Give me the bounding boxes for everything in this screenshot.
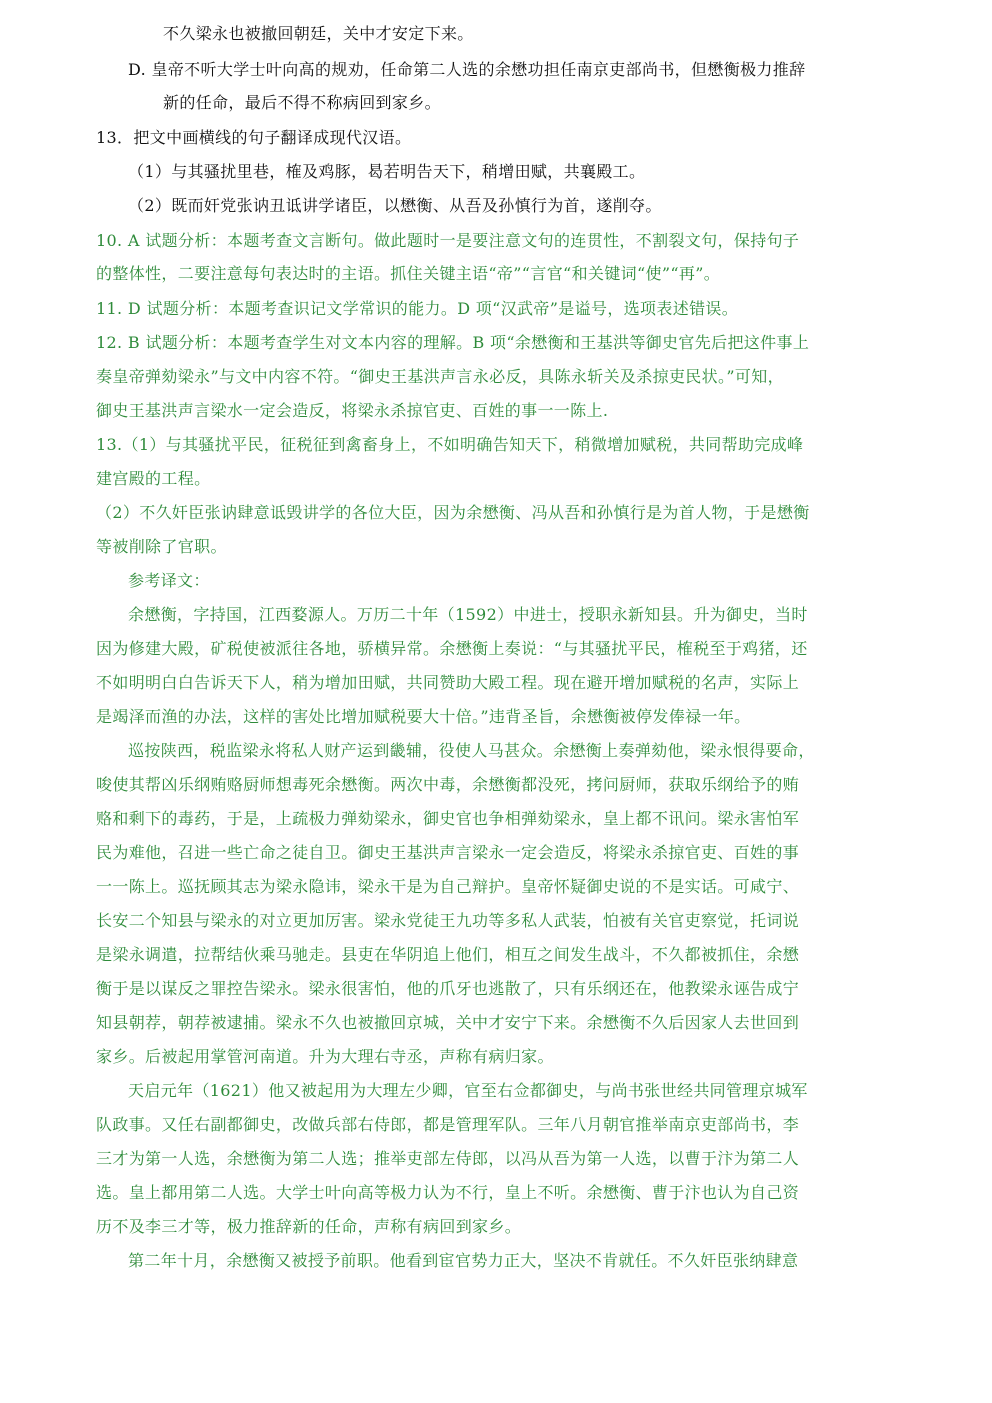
answer-13-1: 13.（1）与其骚扰平民，征税征到禽畜身上，不如明确告知天下，稍微增加赋税，共同帮助完成峰 [96,435,804,454]
answer-10: 10. A 试题分析：本题考查文言断句。做此题时一是要注意文句的连贯性，不割裂文句，保持句子 [96,231,800,250]
answer-13-2: （2）不久奸臣张讷肆意诋毁讲学的各位大臣，因为余懋衡、冯从吾和孙慎行是为首人物，于是懋衡 [96,503,810,522]
translation-line: 家乡。后被起用掌管河南道。升为大理右寺丞，声称有病归家。 [96,1047,554,1066]
translation-line: 长安二个知县与梁永的对立更加厉害。梁永党徒王九功等多私人武装，怕被有关官吏察觉，托词说 [96,911,800,930]
translation-line: 余懋衡，字持国，江西婺源人。万历二十年（1592）中进士，授职永新知县。升为御史，当时 [128,605,808,624]
translation-line: 因为修建大殿，矿税使被派往各地，骄横异常。余懋衡上奏说：“与其骚扰平民，榷税至于鸡猪，还 [96,639,808,658]
translation-line: 历不及李三才等，极力推辞新的任命，声称有病回到家乡。 [96,1217,522,1236]
question-13-prompt: 13．把文中画横线的句子翻译成现代汉语。 [96,128,412,147]
translation-line: 巡按陕西，税监梁永将私人财产运到畿辅，役使人马甚众。余懋衡上奏弹劾他，梁永恨得要命， [128,741,815,760]
translation-heading: 参考译文： [128,571,210,590]
question-option-d: D. 皇帝不听大学士叶向高的规劝，任命第二人选的余懋功担任南京吏部尚书，但懋衡极力推辞 [128,60,806,79]
translation-line: 队政事。又任右副都御史，改做兵部右侍郎，都是管理军队。三年八月朝官推举南京吏部尚书，李 [96,1115,800,1134]
question-line: 新的任命，最后不得不称病回到家乡。 [163,93,441,112]
translation-line: 衡于是以谋反之罪控告梁永。梁永很害怕，他的爪牙也逃散了，只有乐纲还在，他教梁永诬告成宁 [96,979,800,998]
translation-line: 是竭泽而渔的办法，这样的害处比增加赋税要大十倍。”违背圣旨，余懋衡被停发俸禄一年。 [96,707,751,726]
answer-12-cont: 奏皇帝弹劾梁永”与文中内容不符。“御史王基洪声言永必反，具陈永斩关及杀掠吏民状。”可知， [96,367,784,386]
translation-line: 天启元年（1621）他又被起用为大理左少卿，官至右佥都御史，与尚书张世经共同管理京城军 [128,1081,808,1100]
answer-13-1-cont: 建宫殿的工程。 [96,469,211,488]
translation-line: 不如明明白白告诉天下人，稍为增加田赋，共同赞助大殿工程。现在避开增加赋税的名声，实际上 [96,673,800,692]
translation-line: 知县朝荐，朝荐被逮捕。梁永不久也被撤回京城，关中才安宁下来。余懋衡不久后因家人去世回到 [96,1013,800,1032]
translation-line: 一一陈上。巡抚顾其志为梁永隐讳，梁永干是为自己辩护。皇帝怀疑御史说的不是实话。可咸宁、 [96,877,800,896]
translation-line: 三才为第一人选，余懋衡为第二人选；推举吏部左侍郎，以冯从吾为第一人选，以曹于汴为第二人 [96,1149,800,1168]
translation-line: 选。皇上都用第二人选。大学士叶向高等极力认为不行，皇上不听。余懋衡、曹于汴也认为自己资 [96,1183,800,1202]
answer-12-cont: 御史王基洪声言梁水一定会造反，将梁永杀掠官吏、百姓的事一一陈上. [96,401,609,420]
translation-line: 第二年十月，余懋衡又被授予前职。他看到宦官势力正大，坚决不肯就任。不久奸臣张纳肆意 [128,1251,799,1270]
translation-line: 唆使其帮凶乐纲贿赂厨师想毒死余懋衡。两次中毒，余懋衡都没死，拷问厨师，获取乐纲给予的贿 [96,775,800,794]
question-13-sentence-1: （1）与其骚扰里巷，榷及鸡豚，曷若明告天下，稍增田赋，共襄殿工。 [128,162,646,181]
translation-line: 民为难他，召进一些亡命之徒自卫。御史王基洪声言梁永一定会造反，将梁永杀掠官吏、百姓的事 [96,843,800,862]
translation-line: 是梁永调遣，拉帮结伙乘马驰走。县吏在华阴追上他们，相互之间发生战斗，不久都被抓住，余懋 [96,945,800,964]
answer-11: 11. D 试题分析：本题考查识记文学常识的能力。D 项“汉武帝”是谥号，选项表述错误。 [96,299,739,318]
question-13-sentence-2: （2）既而奸党张讷丑诋讲学诸臣，以懋衡、从吾及孙慎行为首，遂削夺。 [128,196,662,215]
question-line: 不久梁永也被撤回朝廷，关中才安定下来。 [163,24,474,43]
translation-line: 赂和剩下的毒药，于是，上疏极力弹劾梁永，御史官也争相弹劾梁永，皇上都不讯问。梁永害怕军 [96,809,800,828]
answer-12: 12. B 试题分析：本题考查学生对文本内容的理解。B 项“余懋衡和王基洪等御史官先后把这件事上 [96,333,810,352]
answer-10-cont: 的整体性，二要注意每句表达时的主语。抓住关键主语“帝”“言官“和关键词“使”“再”。 [96,264,721,283]
answer-13-2-cont: 等被削除了官职。 [96,537,227,556]
